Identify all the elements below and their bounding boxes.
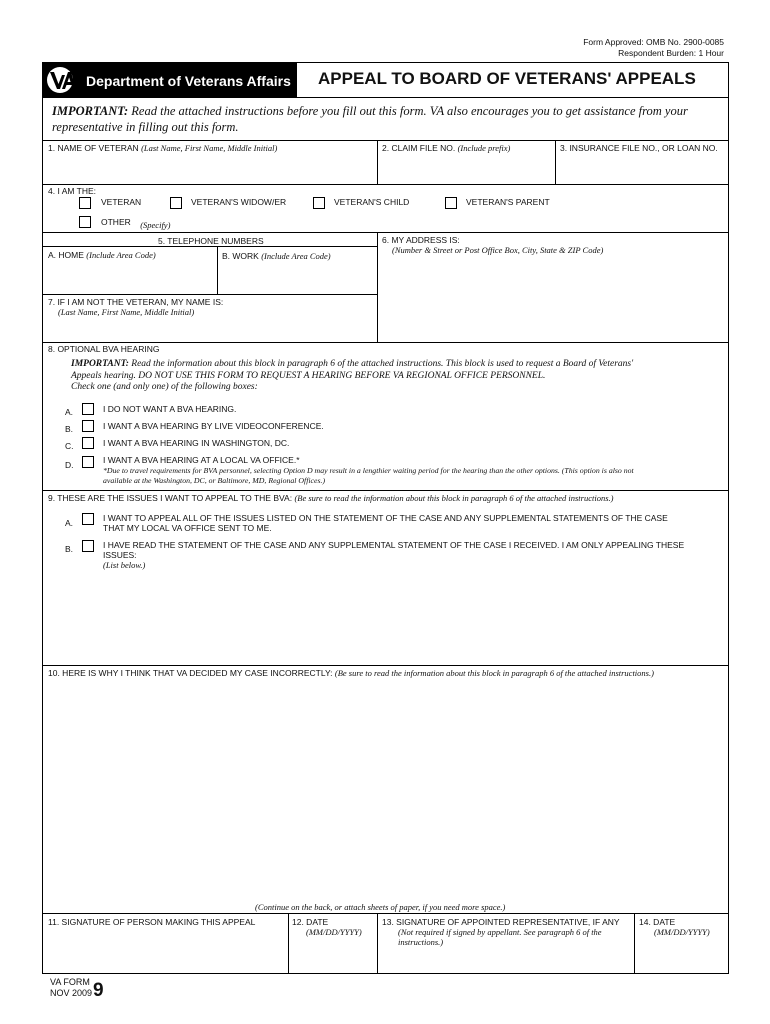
option-other-label: OTHER (Specify) bbox=[101, 217, 171, 230]
checkbox-issues-some[interactable] bbox=[82, 540, 94, 552]
hearing-option-c-letter: C. bbox=[65, 441, 74, 451]
work-phone-field[interactable] bbox=[220, 264, 376, 294]
form-number: 9 bbox=[93, 980, 104, 1001]
home-phone-label: A. HOME (Include Area Code) bbox=[48, 250, 156, 260]
hearing-option-a-letter: A. bbox=[65, 407, 74, 417]
checkbox-hearing-b[interactable] bbox=[82, 420, 94, 432]
agency-name: Department of Veterans Affairs bbox=[86, 73, 291, 89]
issues-option-a-letter: A. bbox=[65, 518, 74, 528]
home-phone-field[interactable] bbox=[46, 263, 216, 293]
checkbox-hearing-d[interactable] bbox=[82, 456, 94, 468]
telephone-label: 5. TELEPHONE NUMBERS bbox=[158, 236, 264, 246]
option-child-label: VETERAN'S CHILD bbox=[334, 197, 410, 207]
address-field[interactable] bbox=[381, 258, 729, 342]
hearing-option-d-note: *Due to travel requirements for BVA personnel, selecting Option D may result in a lengthier waiting period for the hearing than the other options. (This option is also not available at the Washington, DC, or Baltimore, MD, Regional Offices.) bbox=[103, 466, 634, 485]
continue-note: (Continue on the back, or attach sheets of paper, if you need more space.) bbox=[255, 902, 506, 912]
hearing-option-d-letter: D. bbox=[65, 460, 74, 470]
veteran-name-label: 1. NAME OF VETERAN (Last Name, First Name, Middle Initial) bbox=[48, 143, 278, 153]
date-14-label: 14. DATE bbox=[639, 917, 676, 927]
checkbox-parent[interactable] bbox=[445, 197, 457, 209]
va-form-label: VA FORM bbox=[50, 977, 90, 987]
reasons-field[interactable] bbox=[48, 681, 728, 900]
checkbox-issues-all[interactable] bbox=[82, 513, 94, 525]
appellant-signature-label: 11. SIGNATURE OF PERSON MAKING THIS APPEAL bbox=[48, 917, 256, 927]
hearing-label: 8. OPTIONAL BVA HEARING bbox=[48, 344, 160, 354]
issues-option-b-letter: B. bbox=[65, 544, 74, 554]
checkbox-other[interactable] bbox=[79, 216, 91, 228]
issues-option-b-label: I HAVE READ THE STATEMENT OF THE CASE AND ANY SUPPLEMENTAL STATEMENT OF THE CASE I RECEIVED. I AM ONLY APPEALING THESE ISSUES: bbox=[103, 540, 685, 560]
option-parent-label: VETERAN'S PARENT bbox=[466, 197, 550, 207]
issues-list-hint: (List below.) bbox=[103, 560, 146, 570]
form-date: NOV 2009 bbox=[50, 988, 93, 998]
date-12-hint: (MM/DD/YYYY) bbox=[306, 927, 362, 937]
hearing-option-b-letter: B. bbox=[65, 424, 74, 434]
important-note: IMPORTANT: Read the attached instructions before you fill out this form. VA also encourages you to get assistance from your representative in filling out this form. bbox=[52, 104, 688, 134]
form-title: APPEAL TO BOARD OF VETERANS' APPEALS bbox=[318, 69, 696, 88]
address-label: 6. MY ADDRESS IS: bbox=[382, 235, 460, 245]
checkbox-hearing-c[interactable] bbox=[82, 437, 94, 449]
issues-option-a-label: I WANT TO APPEAL ALL OF THE ISSUES LISTED ON THE STATEMENT OF THE CASE AND ANY SUPPLEMENTAL STATEMENTS OF THE CASE THAT MY LOCAL VA OFFICE SENT TO ME. bbox=[103, 513, 668, 533]
hearing-important: IMPORTANT: Read the information about this block in paragraph 6 of the attached instructions. This block is used to request a Board of Veterans' Appeals hearing. DO NOT USE THIS FORM TO REQUEST A HEARING BEFORE VA REGIONAL OFFICE PERSONNEL. Check one (and only one) of the following boxes: bbox=[71, 359, 634, 392]
respondent-burden: Respondent Burden: 1 Hour bbox=[618, 48, 724, 58]
reasons-label: 10. HERE IS WHY I THINK THAT VA DECIDED MY CASE INCORRECTLY: (Be sure to read the information about this block in paragraph 6 of the attached instructions.) bbox=[48, 668, 654, 678]
issues-label: 9. THESE ARE THE ISSUES I WANT TO APPEAL TO THE BVA: (Be sure to read the information about this block in paragraph 6 of the attached instructions.) bbox=[48, 493, 614, 503]
checkbox-hearing-a[interactable] bbox=[82, 403, 94, 415]
claim-file-field[interactable] bbox=[380, 156, 554, 182]
hearing-option-d-label: I WANT A BVA HEARING AT A LOCAL VA OFFICE.* bbox=[103, 455, 300, 465]
hearing-option-c-label: I WANT A BVA HEARING IN WASHINGTON, DC. bbox=[103, 438, 290, 448]
date-12-field[interactable] bbox=[291, 940, 377, 972]
representative-signature-label: 13. SIGNATURE OF APPOINTED REPRESENTATIVE, IF ANY bbox=[382, 917, 620, 927]
address-hint: (Number & Street or Post Office Box, City, State & ZIP Code) bbox=[392, 245, 604, 255]
option-widow-label: VETERAN'S WIDOW/ER bbox=[191, 197, 287, 207]
option-veteran-label: VETERAN bbox=[101, 197, 142, 207]
hearing-option-a-label: I DO NOT WANT A BVA HEARING. bbox=[103, 404, 237, 414]
i-am-the-label: 4. I AM THE: bbox=[48, 186, 97, 196]
checkbox-widow[interactable] bbox=[170, 197, 182, 209]
veteran-name-field[interactable] bbox=[46, 156, 376, 182]
checkbox-veteran[interactable] bbox=[79, 197, 91, 209]
va-logo bbox=[45, 65, 79, 95]
appellant-name-hint: (Last Name, First Name, Middle Initial) bbox=[58, 307, 195, 317]
date-14-hint: (MM/DD/YYYY) bbox=[654, 927, 710, 937]
issues-list-field[interactable] bbox=[48, 572, 728, 666]
date-12-label: 12. DATE bbox=[292, 917, 329, 927]
omb-approval: Form Approved: OMB No. 2900-0085 bbox=[583, 37, 724, 47]
appellant-signature-field[interactable] bbox=[46, 930, 284, 970]
date-14-field[interactable] bbox=[637, 940, 729, 972]
hearing-option-b-label: I WANT A BVA HEARING BY LIVE VIDEOCONFERENCE. bbox=[103, 421, 324, 431]
appellant-name-label: 7. IF I AM NOT THE VETERAN, MY NAME IS: bbox=[48, 297, 224, 307]
representative-signature-hint: (Not required if signed by appellant. See paragraph 6 of the instructions.) bbox=[398, 927, 602, 947]
appellant-name-field[interactable] bbox=[46, 318, 376, 342]
header-divider bbox=[297, 97, 729, 98]
checkbox-child[interactable] bbox=[313, 197, 325, 209]
insurance-file-field[interactable] bbox=[558, 156, 730, 182]
claim-file-label: 2. CLAIM FILE NO. (Include prefix) bbox=[382, 143, 511, 153]
representative-signature-field[interactable] bbox=[381, 948, 630, 972]
insurance-file-label: 3. INSURANCE FILE NO., OR LOAN NO. bbox=[560, 143, 718, 153]
work-phone-label: B. WORK (Include Area Code) bbox=[222, 251, 331, 261]
